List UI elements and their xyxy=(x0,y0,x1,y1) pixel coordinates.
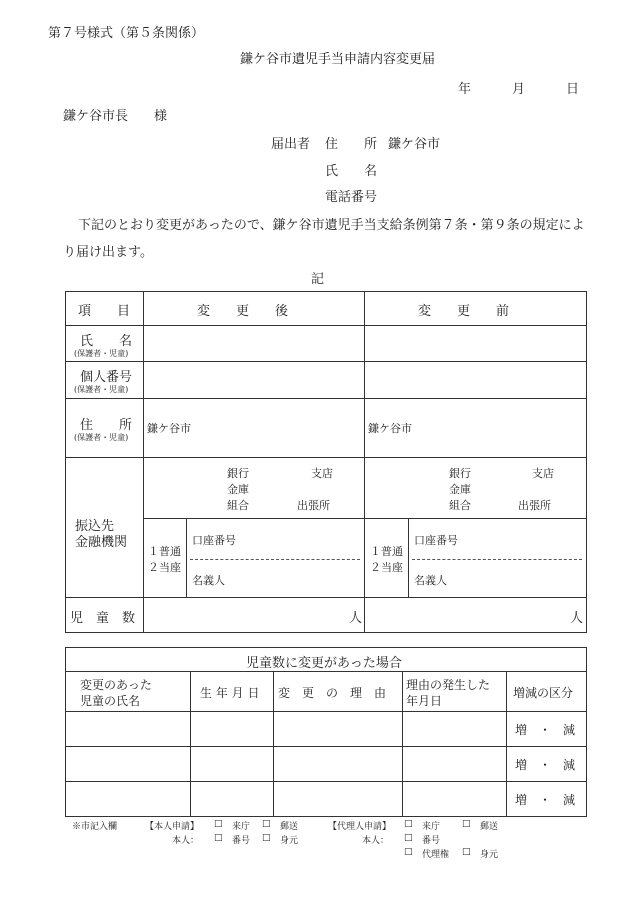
bank-ginko-after: 銀行 xyxy=(227,467,249,480)
agent-person-label: 本人： xyxy=(362,836,390,846)
checkbox-self-number[interactable]: □ xyxy=(214,833,223,843)
agent-counter-label: 来庁 xyxy=(422,822,441,832)
account-type-1-before: １普通 xyxy=(370,545,403,558)
name-label: 氏 名 xyxy=(325,164,378,179)
checkbox-agent-proxy[interactable]: □ xyxy=(404,847,413,857)
inc-dec-row-1: 増 ・ 減 xyxy=(515,723,576,737)
agent-apply-label: 【代理人申請】 xyxy=(328,822,392,832)
bank-shiten-after: 支店 xyxy=(311,467,333,480)
account-type-1-after: １普通 xyxy=(148,545,181,558)
office-use-label: ※市記入欄 xyxy=(72,822,118,832)
bank-shucchojo-after: 出張所 xyxy=(297,499,330,512)
col-child-name-1: 変更のあった xyxy=(80,678,152,692)
bank-kumiai-after: 組合 xyxy=(227,499,249,512)
address-label: 住 所 xyxy=(325,137,378,152)
checkbox-agent-counter[interactable]: □ xyxy=(404,819,413,829)
agent-mail-label: 郵送 xyxy=(480,822,499,832)
agent-identity-label: 身元 xyxy=(480,850,499,860)
checkbox-agent-identity[interactable]: □ xyxy=(462,847,471,857)
row-mynumber-label: 個人番号 xyxy=(80,370,133,385)
bank-kumiai-before: 組合 xyxy=(449,499,471,512)
agent-proxy-label: 代理権 xyxy=(422,850,450,860)
body-line-2: り届け出ます。 xyxy=(63,245,153,260)
row-bank-label: 振込先 xyxy=(75,519,115,534)
body-line-1: 下記のとおり変更があったので、鎌ケ谷市遺児手当支給条例第７条・第９条の規定によ xyxy=(78,218,585,233)
account-type-2-before: ２当座 xyxy=(370,561,403,574)
address-value: 鎌ケ谷市 xyxy=(388,137,441,152)
row-bank-label-2: 金融機関 xyxy=(75,535,128,550)
checkbox-self-mail[interactable]: □ xyxy=(262,819,271,829)
children-unit-after: 人 xyxy=(349,611,363,626)
row-address-label: 住 所 xyxy=(80,418,133,433)
bank-shucchojo-before: 出張所 xyxy=(518,499,551,512)
account-holder-label-before: 名義人 xyxy=(414,574,447,587)
ki-label: 記 xyxy=(311,272,325,287)
self-apply-label: 【本人申請】 xyxy=(145,822,200,832)
col-item-header: 項 目 xyxy=(78,304,131,319)
self-mail-label: 郵送 xyxy=(280,822,299,832)
children-change-title: 児童数に変更があった場合 xyxy=(246,656,402,671)
inc-dec-row-2: 増 ・ 減 xyxy=(515,758,576,772)
row-name-sub: (保護者・児童) xyxy=(74,349,129,358)
bank-kinko-after: 金庫 xyxy=(227,483,249,496)
row-children-label: 児 童 数 xyxy=(70,611,136,626)
self-counter-label: 来庁 xyxy=(232,822,251,832)
bank-kinko-before: 金庫 xyxy=(449,483,471,496)
addressee: 鎌ケ谷市長 様 xyxy=(63,109,168,124)
row-address-sub: (保護者・児童) xyxy=(74,433,129,442)
self-person-label: 本人： xyxy=(172,836,200,846)
form-title: 鎌ケ谷市遺児手当申請内容変更届 xyxy=(240,52,436,67)
col-date-2: 年月日 xyxy=(406,694,443,708)
address-before-prefill: 鎌ケ谷市 xyxy=(368,422,412,435)
col-before-header: 変 更 前 xyxy=(418,304,510,319)
checkbox-self-counter[interactable]: □ xyxy=(214,819,223,829)
account-holder-label-after: 名義人 xyxy=(192,574,225,587)
self-number-label: 番号 xyxy=(232,836,251,846)
checkbox-self-identity[interactable]: □ xyxy=(262,833,271,843)
checkbox-agent-number[interactable]: □ xyxy=(404,833,413,843)
checkbox-agent-mail[interactable]: □ xyxy=(462,819,471,829)
agent-number-label: 番号 xyxy=(422,836,441,846)
phone-label: 電話番号 xyxy=(325,190,378,205)
address-after-prefill: 鎌ケ谷市 xyxy=(147,422,191,435)
col-after-header: 変 更 後 xyxy=(197,304,289,319)
bank-ginko-before: 銀行 xyxy=(449,467,471,480)
account-number-label-before: 口座番号 xyxy=(414,534,458,547)
account-number-label-after: 口座番号 xyxy=(192,534,236,547)
col-change: 増減の区分 xyxy=(513,686,574,700)
row-name-label: 氏 名 xyxy=(80,334,133,349)
col-child-name-2: 児童の氏名 xyxy=(80,694,141,708)
bank-shiten-before: 支店 xyxy=(532,467,554,480)
form-number: 第７号様式（第５条関係） xyxy=(48,26,205,41)
col-date-1: 理由の発生した xyxy=(406,678,491,692)
row-mynumber-sub: (保護者・児童) xyxy=(74,385,129,394)
date-month-label: 月 xyxy=(512,82,526,97)
children-unit-before: 人 xyxy=(570,611,584,626)
account-type-2-after: ２当座 xyxy=(148,561,181,574)
inc-dec-row-3: 増 ・ 減 xyxy=(515,793,576,807)
col-birth: 生 年 月 日 xyxy=(200,686,260,700)
date-day-label: 日 xyxy=(566,82,580,97)
col-reason: 変 更 の 理 由 xyxy=(278,686,387,700)
self-identity-label: 身元 xyxy=(280,836,299,846)
date-year-label: 年 xyxy=(458,82,472,97)
filer-label: 届出者 xyxy=(271,137,311,152)
